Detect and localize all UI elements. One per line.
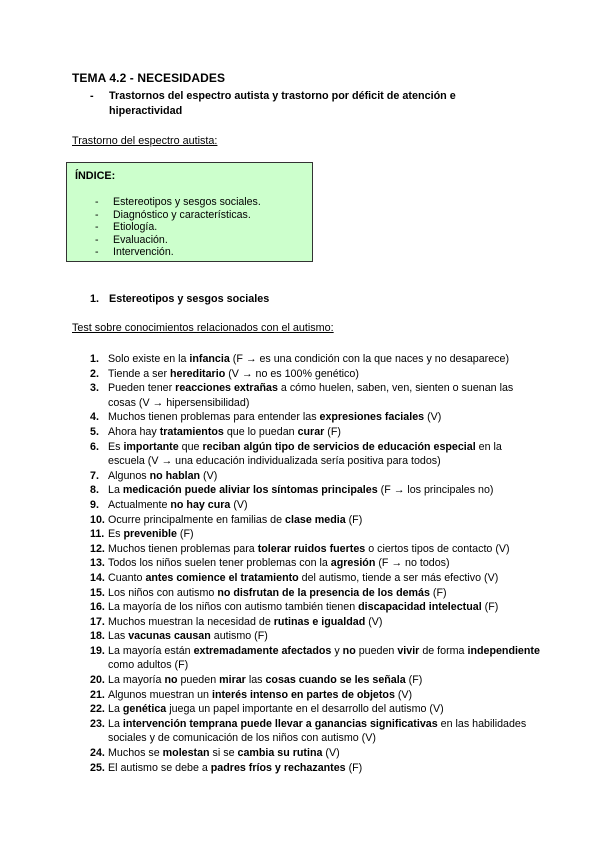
question-number: 21. xyxy=(90,688,105,701)
question-text: Ahora hay xyxy=(108,425,160,438)
question-text: Los niños con autismo xyxy=(108,586,218,599)
question-number: 9. xyxy=(90,498,99,511)
section-heading: Trastorno del espectro autista: xyxy=(72,135,218,147)
question-text: y xyxy=(331,644,343,657)
question-number: 3. xyxy=(90,382,99,395)
question-number: 2. xyxy=(90,367,99,380)
question-item xyxy=(90,717,540,746)
question-keyword: hereditario xyxy=(169,367,226,380)
question-text: (V) xyxy=(200,469,218,482)
question-keyword: medicación puede aliviar los síntomas principales xyxy=(122,484,378,497)
question-text: que lo puedan xyxy=(223,425,298,438)
question-keyword: rutinas e igualdad xyxy=(273,615,366,628)
question-number: 13. xyxy=(90,557,105,570)
question-text: en las habilidades sociales y de comunicación de los niños con autismo (V) xyxy=(108,717,527,745)
question-text: (V) xyxy=(394,688,413,701)
bullet-dash: - xyxy=(95,208,99,221)
question-keyword: reacciones extrañas xyxy=(175,382,278,395)
question-number: 18. xyxy=(90,630,105,643)
question-keyword: cosas cuando se les señala xyxy=(265,674,406,687)
question-keyword: curar xyxy=(297,425,325,438)
question-number: 23. xyxy=(90,717,105,730)
question-text: La xyxy=(108,717,123,730)
question-text: (V) xyxy=(424,411,442,424)
question-text: Las xyxy=(108,630,129,643)
question-text: Muchos tienen problemas para xyxy=(108,542,258,555)
question-text: (F) xyxy=(345,761,363,774)
index-item-label: Intervención. xyxy=(113,246,174,259)
question-text: Muchos muestran la necesidad de xyxy=(108,615,274,628)
question-text: que xyxy=(178,440,203,453)
question-text: Es xyxy=(108,440,124,453)
question-text: autismo (F) xyxy=(210,630,268,643)
question-item xyxy=(90,440,540,469)
question-item xyxy=(90,600,540,615)
subtitle-text: Trastornos del espectro autista y trastorno por déficit de atención e hiperactividad xyxy=(109,90,456,117)
question-keyword: intervención temprana puede llevar a ganancias significativas xyxy=(122,717,438,730)
question-text: pueden xyxy=(177,674,220,687)
question-item xyxy=(90,688,540,703)
index-box xyxy=(66,162,313,262)
question-number: 24. xyxy=(90,747,105,760)
question-list xyxy=(90,352,540,775)
question-text: (F → los principales no) xyxy=(377,484,494,497)
question-text: Tiende a ser xyxy=(108,367,170,380)
question-keyword: vacunas causan xyxy=(128,630,211,643)
question-text: como adultos (F) xyxy=(108,659,189,672)
question-number: 4. xyxy=(90,411,99,424)
question-item xyxy=(90,629,540,644)
question-keyword: tratamientos xyxy=(159,425,224,438)
question-keyword: interés intenso en partes de objetos xyxy=(211,688,395,701)
question-text: (F) xyxy=(345,513,363,526)
question-text: (F) xyxy=(176,528,194,541)
question-keyword: genética xyxy=(122,703,167,716)
question-text: La mayoría de los niños con autismo también tienen xyxy=(108,601,359,614)
question-keyword: no hay cura xyxy=(170,498,231,511)
test-title: Test sobre conocimientos relacionados con el autismo: xyxy=(72,322,334,334)
question-keyword: reciban algún tipo de servicios de educación especial xyxy=(202,440,476,453)
question-number: 14. xyxy=(90,571,105,584)
question-text: Cuanto xyxy=(108,571,146,584)
question-text: Algunos muestran un xyxy=(108,688,212,701)
question-text: pueden xyxy=(355,644,398,657)
question-item xyxy=(90,352,540,367)
question-keyword: antes comience el tratamiento xyxy=(145,571,299,584)
question-number: 16. xyxy=(90,601,105,614)
question-keyword: padres fríos y rechazantes xyxy=(210,761,346,774)
question-text: en la escuela (V → una educación individualizada sería positiva para todos) xyxy=(108,440,502,468)
index-item-label: Etiología. xyxy=(113,221,158,234)
question-keyword: expresiones faciales xyxy=(319,411,425,424)
question-text: (F) xyxy=(405,674,423,687)
question-text: Solo existe en la xyxy=(108,353,190,365)
question-text: juega un papel importante en el desarrollo del autismo (V) xyxy=(166,703,444,716)
question-text: La xyxy=(108,703,123,716)
question-keyword: mirar xyxy=(219,674,246,687)
question-item xyxy=(90,644,540,673)
question-text: (V) xyxy=(230,498,248,511)
question-number: 10. xyxy=(90,513,105,526)
question-text: (V → no es 100% genético) xyxy=(225,367,359,380)
question-item xyxy=(90,571,540,586)
question-keyword: cambia su rutina xyxy=(237,747,323,760)
question-number: 22. xyxy=(90,703,105,716)
index-title: ÍNDICE: xyxy=(75,170,116,182)
question-item xyxy=(90,513,540,528)
question-item xyxy=(90,483,540,498)
question-keyword: no disfrutan de la presencia de los demás xyxy=(217,586,430,599)
page-title: TEMA 4.2 - NECESIDADES xyxy=(72,71,226,85)
question-item xyxy=(90,367,540,382)
question-item xyxy=(90,556,540,571)
question-text: La mayoría xyxy=(108,674,165,687)
question-keyword: agresión xyxy=(330,557,376,570)
heading-number: 1. xyxy=(90,293,100,305)
question-item xyxy=(90,469,540,484)
question-item xyxy=(90,746,540,761)
question-item xyxy=(90,425,540,440)
question-keyword: importante xyxy=(123,440,179,453)
question-number: 8. xyxy=(90,484,99,497)
question-number: 17. xyxy=(90,615,105,628)
subtitle xyxy=(90,89,470,118)
question-keyword: no xyxy=(164,674,178,687)
question-text: Pueden tener xyxy=(108,382,176,395)
question-item xyxy=(90,410,540,425)
question-keyword: prevenible xyxy=(123,528,177,541)
question-text: Muchos tienen problemas para entender las xyxy=(108,411,320,424)
question-text: Muchos se xyxy=(108,747,163,760)
question-number: 5. xyxy=(90,425,99,438)
question-keyword: tolerar ruidos fuertes xyxy=(257,542,366,555)
question-text: si se xyxy=(209,747,238,760)
question-number: 6. xyxy=(90,440,99,453)
question-number: 20. xyxy=(90,674,105,687)
question-item xyxy=(90,586,540,601)
question-text: Ocurre principalmente en familias de xyxy=(108,513,286,526)
question-keyword: independiente xyxy=(467,644,540,657)
question-number: 19. xyxy=(90,644,105,657)
question-keyword: discapacidad intelectual xyxy=(358,601,482,614)
question-item xyxy=(90,761,540,776)
question-text: Algunos xyxy=(108,469,150,482)
question-text: (F → es una condición con la que naces y no desaparece) xyxy=(229,353,510,365)
question-number: 25. xyxy=(90,761,105,774)
question-text: (F) xyxy=(429,586,447,599)
question-number: 12. xyxy=(90,542,105,555)
question-text: (F) xyxy=(324,425,341,438)
bullet-dash: - xyxy=(95,233,99,246)
question-item xyxy=(90,615,540,630)
question-number: 1. xyxy=(90,353,99,365)
question-keyword: extremadamente afectados xyxy=(193,644,332,657)
index-item-label: Diagnóstico y características. xyxy=(113,208,251,221)
question-text: Todos los niños suelen tener problemas con la xyxy=(108,557,331,570)
question-number: 15. xyxy=(90,586,105,599)
heading-text: Estereotipos y sesgos sociales xyxy=(109,293,270,305)
question-text: de forma xyxy=(419,644,468,657)
question-item xyxy=(90,702,540,717)
question-text: o ciertos tipos de contacto (V) xyxy=(365,542,510,555)
question-text: (V) xyxy=(322,747,340,760)
bullet-dash: - xyxy=(95,196,99,208)
question-item xyxy=(90,498,540,513)
question-text: La mayoría están xyxy=(108,644,194,657)
bullet-dash: - xyxy=(95,221,99,234)
question-number: 11. xyxy=(90,528,105,541)
question-text: del autismo, tiende a ser más efectivo (V) xyxy=(298,571,499,584)
question-keyword: clase media xyxy=(285,513,346,526)
question-text: Es xyxy=(108,528,124,541)
question-item xyxy=(90,381,540,410)
question-text: a cómo huelen, saben, ven, sienten o suenan las cosas (V → hipersensibilidad) xyxy=(108,382,514,409)
question-keyword: no xyxy=(342,644,356,657)
index-item-label: Evaluación. xyxy=(113,233,168,246)
index-item-label: Estereotipos y sesgos sociales. xyxy=(113,196,261,208)
question-text: (F → no todos) xyxy=(375,557,450,570)
question-keyword: vivir xyxy=(397,644,420,657)
question-text: (V) xyxy=(365,615,383,628)
question-keyword: molestan xyxy=(162,747,210,760)
question-item xyxy=(90,542,540,557)
question-item xyxy=(90,527,540,542)
question-text: (F) xyxy=(481,601,499,614)
question-text: La xyxy=(108,484,123,497)
question-keyword: no hablan xyxy=(149,469,201,482)
question-text: Actualmente xyxy=(108,498,171,511)
question-item xyxy=(90,673,540,688)
question-text: las xyxy=(245,674,266,687)
question-text: El autismo se debe a xyxy=(108,761,211,774)
question-keyword: infancia xyxy=(189,353,230,365)
question-number: 7. xyxy=(90,469,99,482)
subtitle-dash: - xyxy=(90,90,94,102)
bullet-dash: - xyxy=(95,246,99,259)
